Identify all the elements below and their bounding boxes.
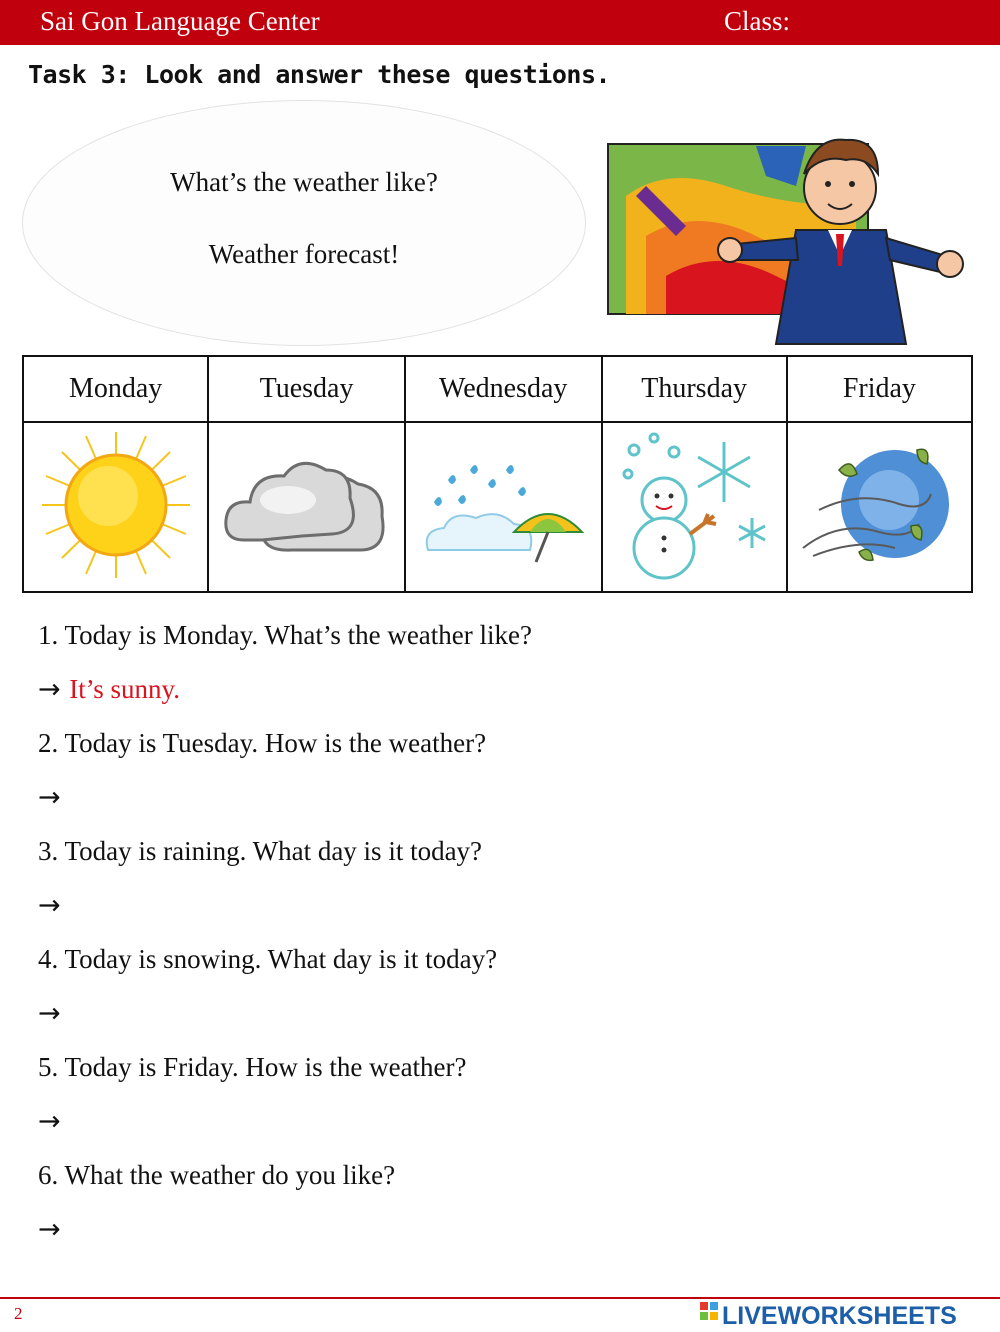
answer-row-4[interactable] [38,998,61,1029]
day-monday: Monday [23,356,208,422]
task-title: Task 3: Look and answer these questions. [28,60,611,89]
answer-row-5[interactable] [38,1106,61,1137]
weekly-weather-table [22,355,973,593]
page-number: 2 [14,1304,23,1323]
answer-1[interactable]: It’s sunny. [69,674,180,704]
day-thursday: Thursday [602,356,787,422]
day-friday: Friday [787,356,972,422]
question-3: 3. Today is raining. What day is it today? [38,836,483,866]
arrow-icon: → [38,674,61,705]
weather-reporter-illustration [606,126,970,346]
arrow-icon: → [38,1214,61,1245]
friday-weather-cell [787,422,972,592]
tuesday-weather-cell [208,422,405,592]
rain-icon [418,440,588,570]
snow-icon [614,430,774,580]
header-bar [0,0,1000,45]
liveworksheets-logo [700,1298,996,1330]
cloud-icon [222,440,392,570]
answer-row-3[interactable] [38,890,61,921]
day-tuesday: Tuesday [208,356,405,422]
wednesday-weather-cell [405,422,602,592]
monday-weather-cell [23,422,208,592]
arrow-icon: → [38,998,61,1029]
answer-row-2[interactable] [38,782,61,813]
question-4: 4. Today is snowing. What day is it today? [38,944,498,974]
arrow-icon: → [38,1106,61,1137]
question-6: 6. What the weather do you like? [38,1160,396,1190]
center-name: Sai Gon Language Center [40,6,320,36]
question-1: 1. Today is Monday. What’s the weather like? [38,620,532,650]
bubble-line-2: Weather forecast! [208,239,400,269]
sun-icon [36,430,196,580]
thursday-weather-cell [602,422,787,592]
speech-bubble [22,100,586,346]
brand-name: LIVEWORKSHEETS [722,1302,957,1330]
question-5: 5. Today is Friday. How is the weather? [38,1052,467,1082]
day-wednesday: Wednesday [405,356,602,422]
answer-row-6[interactable] [38,1214,61,1245]
class-label: Class: [724,6,791,36]
wind-icon [799,440,959,570]
arrow-icon: → [38,890,61,921]
question-2: 2. Today is Tuesday. How is the weather? [38,728,487,758]
answer-row-1 [38,674,180,705]
bubble-line-1: What’s the weather like? [170,167,438,197]
arrow-icon: → [38,782,61,813]
